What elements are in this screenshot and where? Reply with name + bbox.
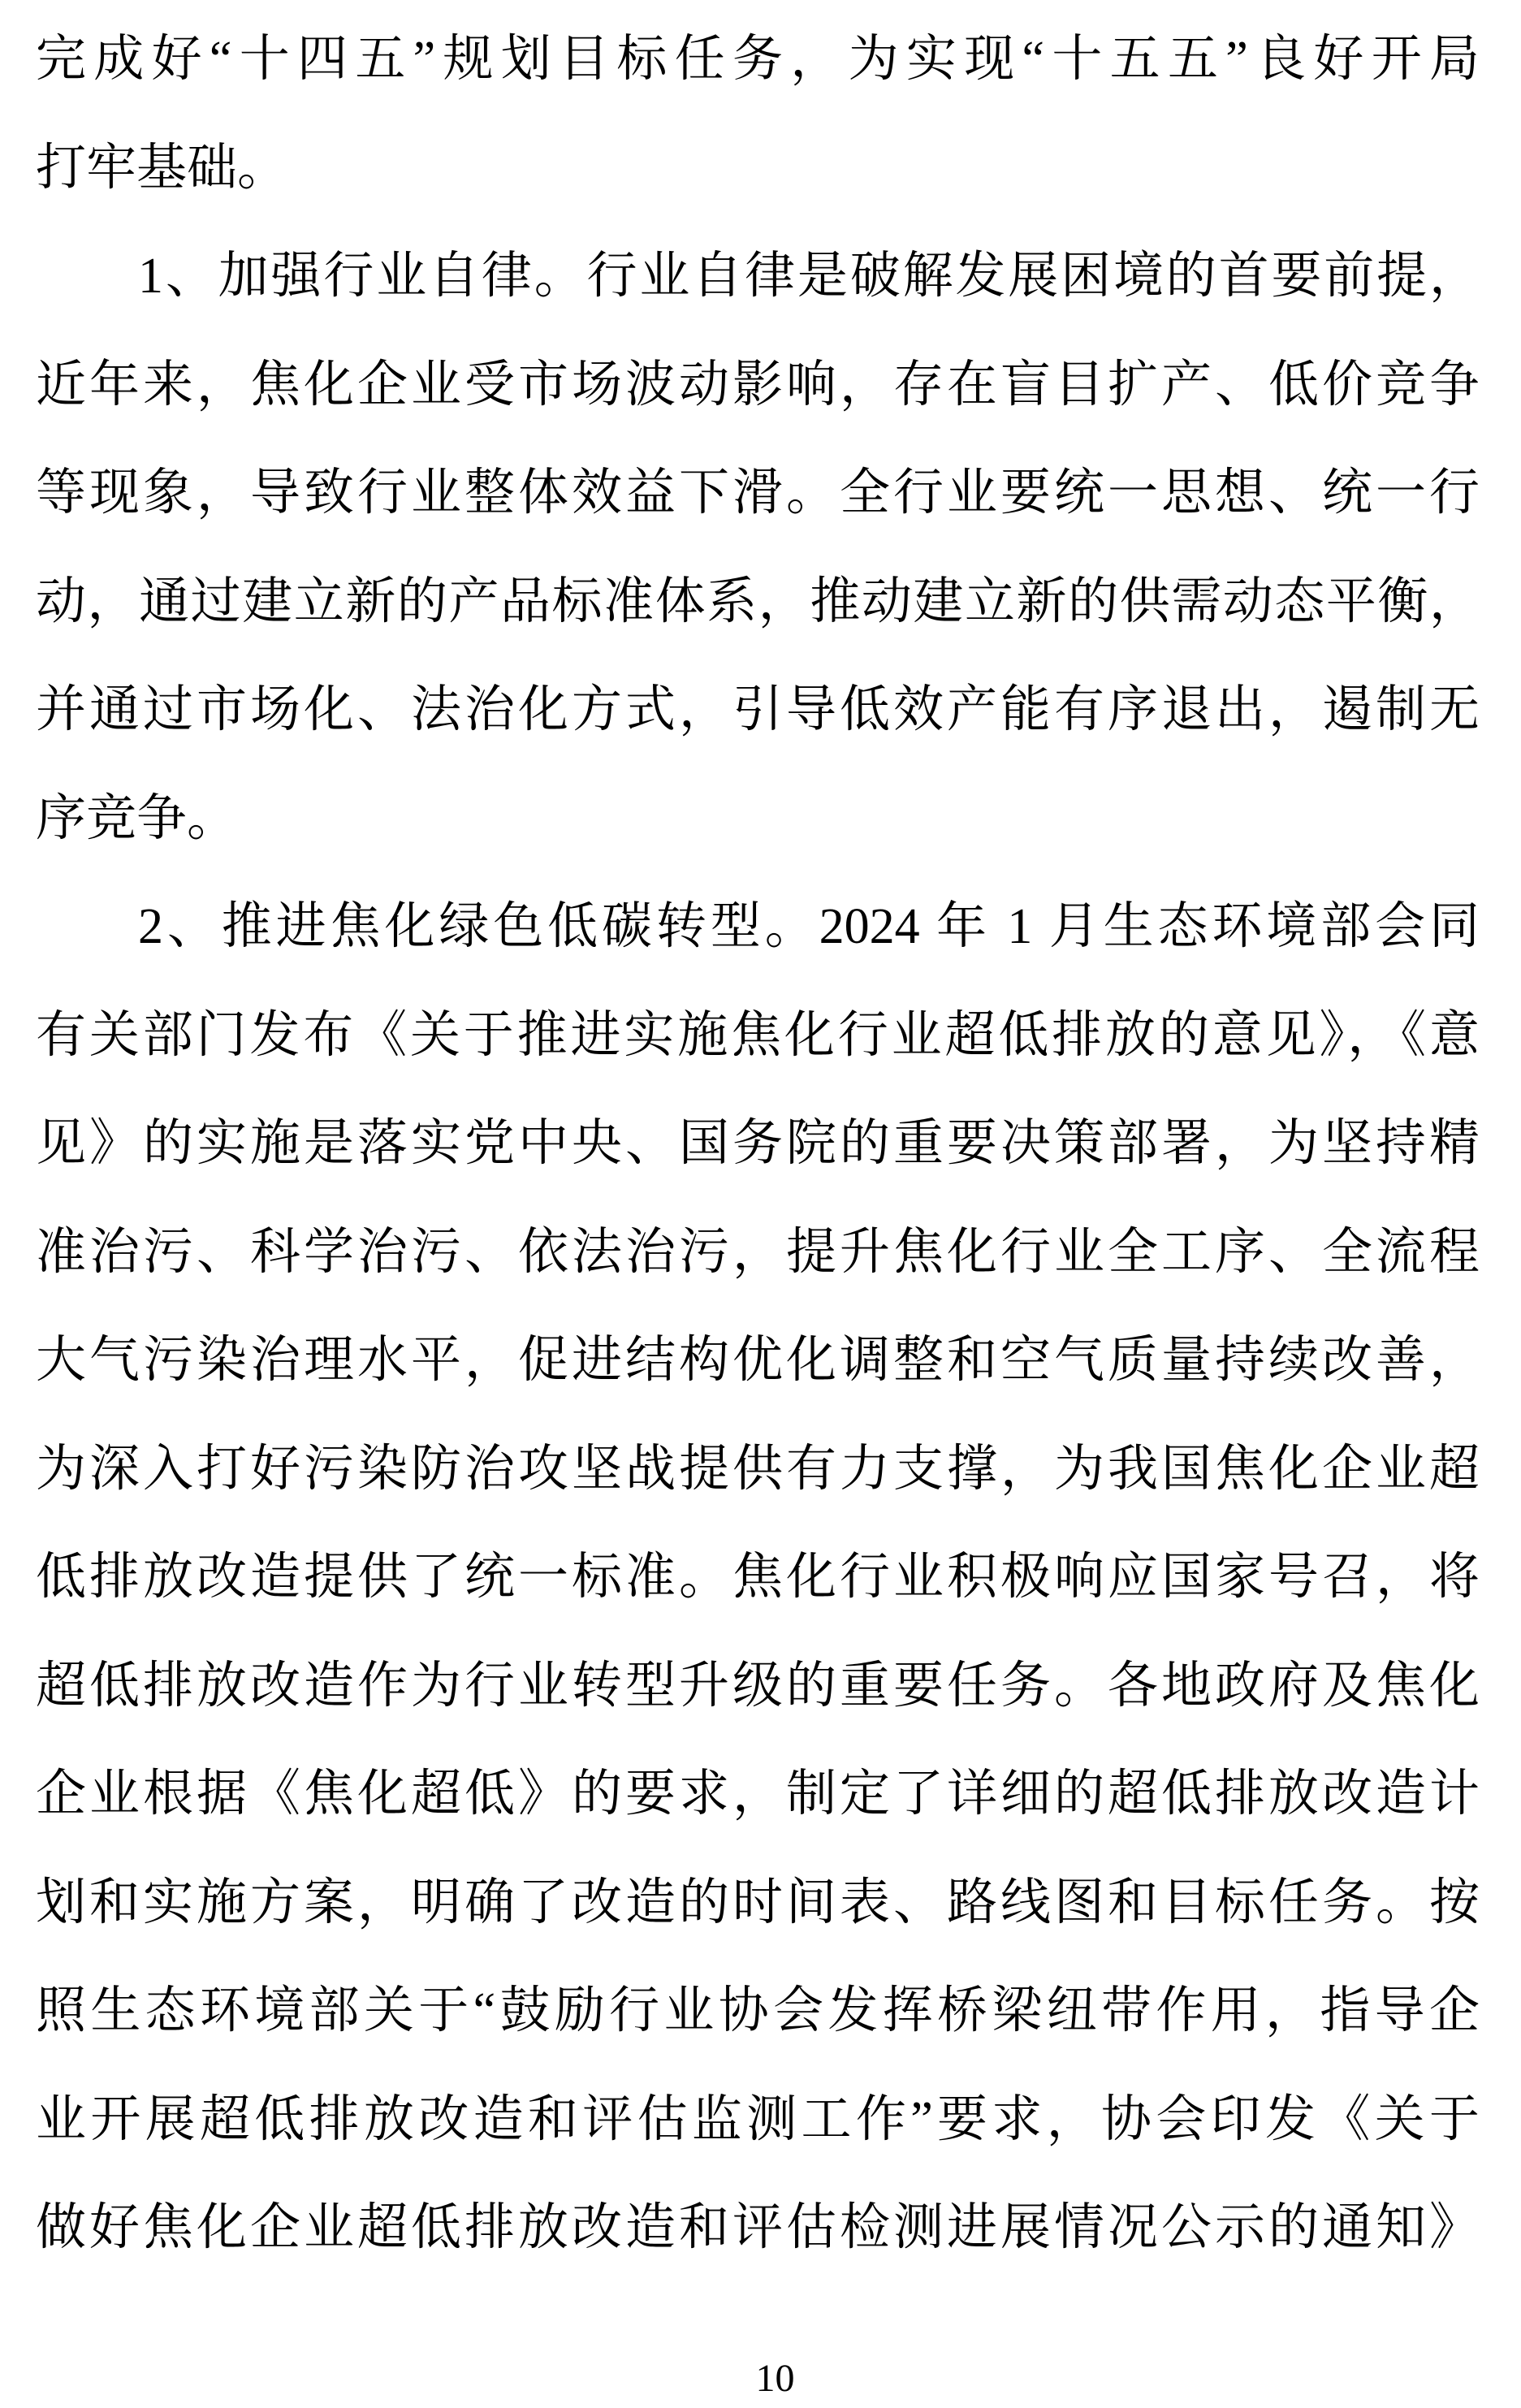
text-line: 序竞争。 bbox=[36, 790, 238, 846]
text-line: 2、推进焦化绿色低碳转型。2024 年 1 月生态环境部会同 bbox=[138, 899, 1480, 954]
text-line: 为深入打好污染防治攻坚战提供有力支撑，为我国焦化企业超 bbox=[36, 1441, 1480, 1497]
text-line: 近年来，焦化企业受市场波动影响，存在盲目扩产、低价竞争 bbox=[36, 357, 1480, 413]
text-line: 照生态环境部关于“鼓励行业协会发挥桥梁纽带作用，指导企 bbox=[36, 1983, 1480, 2038]
text-line: 并通过市场化、法治化方式，引导低效产能有序退出，遏制无 bbox=[36, 682, 1480, 737]
text-line: 有关部门发布《关于推进实施焦化行业超低排放的意见》，《意 bbox=[36, 1007, 1480, 1063]
text-line: 见》的实施是落实党中央、国务院的重要决策部署，为坚持精 bbox=[36, 1116, 1480, 1171]
text-line: 准治污、科学治污、依法治污，提升焦化行业全工序、全流程 bbox=[36, 1224, 1480, 1280]
text-line: 划和实施方案，明确了改造的时间表、路线图和目标任务。按 bbox=[36, 1874, 1480, 1930]
page-number: 10 bbox=[755, 2357, 795, 2400]
text-line: 等现象，导致行业整体效益下滑。全行业要统一思想、统一行 bbox=[36, 465, 1480, 521]
text-line: 动，通过建立新的产品标准体系，推动建立新的供需动态平衡， bbox=[36, 573, 1480, 629]
text-line: 企业根据《焦化超低》的要求，制定了详细的超低排放改造计 bbox=[36, 1766, 1480, 1822]
text-line: 完成好“十四五”规划目标任务，为实现“十五五”良好开局 bbox=[36, 32, 1480, 87]
document-text-body bbox=[36, 6, 1480, 2283]
text-line: 1、加强行业自律。行业自律是破解发展困境的首要前提， bbox=[138, 249, 1480, 304]
text-line: 打牢基础。 bbox=[36, 140, 288, 196]
text-line: 低排放改造提供了统一标准。焦化行业积极响应国家号召，将 bbox=[36, 1550, 1480, 1605]
text-line: 超低排放改造作为行业转型升级的重要任务。各地政府及焦化 bbox=[36, 1658, 1480, 1714]
text-line: 业开展超低排放改造和评估监测工作”要求，协会印发《关于 bbox=[36, 2091, 1480, 2147]
page-footer bbox=[0, 2359, 1521, 2398]
text-line: 做好焦化企业超低排放改造和评估检测进展情况公示的通知》 bbox=[36, 2200, 1480, 2255]
text-line: 大气污染治理水平，促进结构优化调整和空气质量持续改善， bbox=[36, 1333, 1480, 1388]
